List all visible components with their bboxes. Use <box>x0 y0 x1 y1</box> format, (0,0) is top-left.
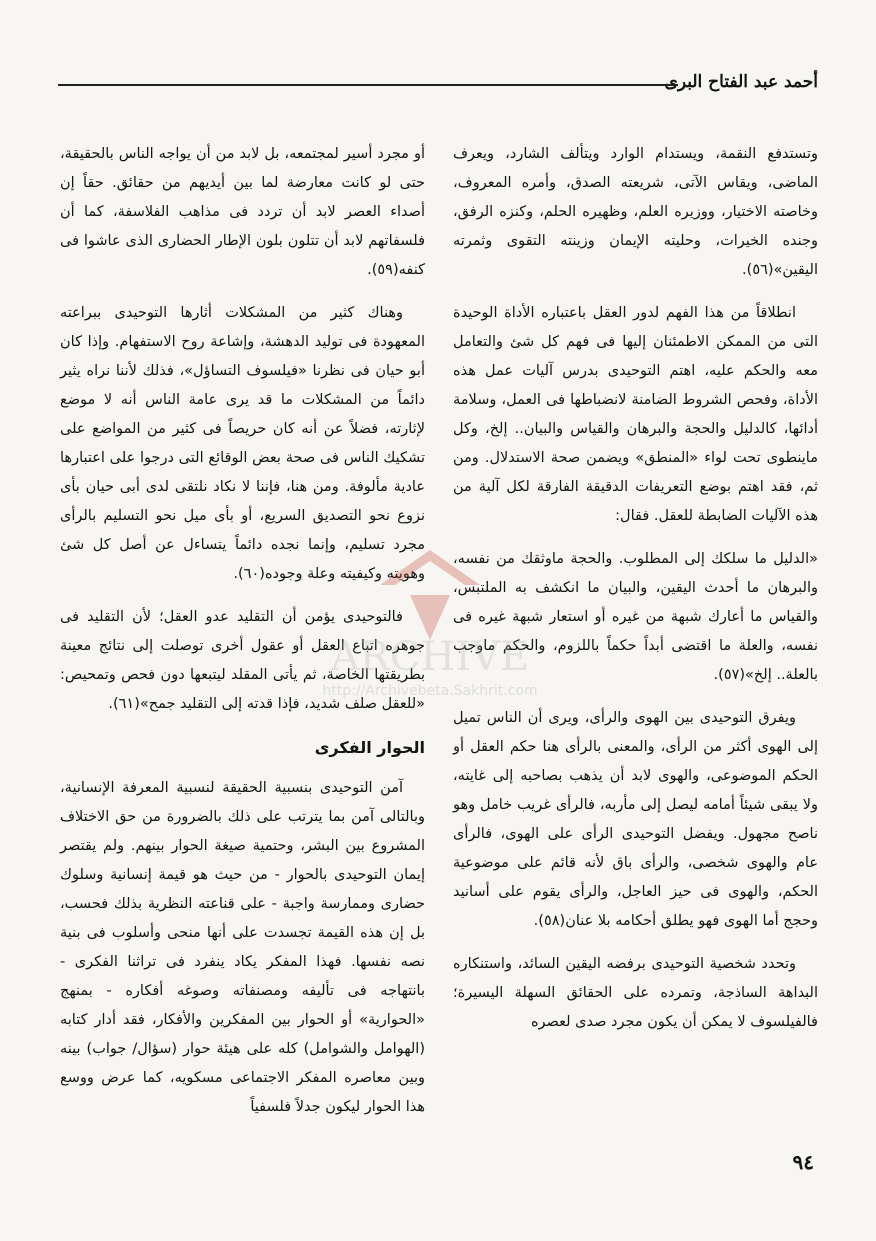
right-column <box>453 140 818 1051</box>
watermark-url: http://Archivebeta.Sakhrit.com <box>322 683 538 699</box>
body-paragraph: أو مجرد أسير لمجتمعه، بل لابد من أن يواجه الناس بالحقيقة، حتى لو كانت معارضة لما بين أيديهم من حقائق. حقاً إن أصداء العصر لابد أن تردد فى مذاهب الفلاسفة، كما أن فلسفاتهم لابد أن تتلون بلون الإطار الحضارى الذى عاشوا فى كنفه(٥٩). <box>60 146 425 278</box>
page-header <box>58 62 818 102</box>
watermark-logo-text: ARCHIVE <box>330 634 530 680</box>
page-number: ٩٤ <box>792 1150 814 1174</box>
body-paragraph: آمن التوحيدى بنسبية الحقيقة لنسبية المعرفة الإنسانية، وبالتالى آمن بما يترتب على ذلك بالضرورة من حق الاختلاف المشروع بين البشر، وحتمية صيغة الحوار بينهم. ولم يقتصر إيمان التوحيدى بالحوار - من حيث هو قيمة إنسانية وسلوك حضارى وممارسة واجبة - على قناعته النظرية بذلك فحسب، بل إن هذه القيمة تجسدت على أنها منحى وأسلوب فى بنية نصه نفسها. فهذا المفكر يكاد ينفرد فى تراثنا الفكرى - بانتهاجه فى تأليفه ومصنفاته وصوغه أفكاره - بمنهج «الحوارية» أو الحوار بين المفكرين والأفكار، فقد أدار كتابه (الهوامل والشوامل) كله على هيئة حوار (سؤال/ جواب) بينه وبين معاصره المفكر الاجتماعى مسكويه، كما عرض ووسع هذا الحوار ليكون جدلاً فلسفياً <box>60 780 425 1115</box>
left-column <box>60 140 425 1136</box>
body-paragraph: فالتوحيدى يؤمن أن التقليد عدو العقل؛ لأن التقليد فى جوهره اتباع العقل أو عقول أخرى توصلت إلى نتائج معينة بطريقتها الخاصة، ثم يأتى المقلد ليتبعها دون فحص وتمحيص: «للعقل صلف شديد، فإذا قدته إلى التقليد جمح»(٦١). <box>60 609 425 712</box>
header-rule <box>58 84 678 86</box>
body-paragraph: انطلاقاً من هذا الفهم لدور العقل باعتباره الأداة الوحيدة التى من الممكن الاطمئنان إليها فى فهم كل شئ والتعامل معه والحكم عليه، اهتم التوحيدى بدرس آليات عمل هذه الأداة، وفحص الشروط الضامنة لانضباطها فى العمل، وسلامة أدائها، كالدليل والحجة والبرهان والقياس والبيان.. إلخ، وكل ماينطوى تحت لواء «المنطق» ويضمن صحة الاستدلال. ومن ثم، فقد اهتم بوضع التعريفات الدقيقة الفارقة لكل آلية من هذه الآليات الضابطة للعقل. فقال: <box>453 305 818 524</box>
author-name: أحمد عبد الفتاح البرى <box>664 72 818 92</box>
body-paragraph: وتحدد شخصية التوحيدى برفضه اليقين السائد، واستنكاره البداهة الساذجة، وتمرده على الحقائق السهلة اليسيرة؛ فالفيلسوف لا يمكن أن يكون مجرد صدى لعصره <box>453 956 818 1030</box>
section-heading: الحوار الفكرى <box>314 738 425 757</box>
body-paragraph: وهناك كثير من المشكلات أثارها التوحيدى ببراعته المعهودة فى توليد الدهشة، وإشاعة روح الاستفهام. وإذا كان أبو حيان فى نظرنا «فيلسوف التساؤل»، فذلك لأننا نراه يثير دائماً من المشكلات ما قد يرى عامة الناس أنه لا موضع لإثارته، فضلاً عن أنه كان حريصاً فى كثير من المواضع على تشكيك الناس فى صحة بعض الوقائع التى درجوا على اعتبارها عادية مألوفة. ومن هنا، فإننا لا نكاد نلتقى لدى أبى حيان بأى نزوع نحو التصديق السريع، أو بأى ميل نحو التسليم بالرأى مجرد تسليم، وإنما نجده دائماً يتساءل عن أصل كل شئ وهويته وكيفيته وعلة وجوده(٦٠). <box>60 305 425 582</box>
quote-paragraph: «الدليل ما سلكك إلى المطلوب. والحجة ماوثقك من نفسه، والبرهان ما أحدث اليقين، والبيان ما انكشف به الملتبس، والقياس ما أعارك شبهة من غيره أو استعار شبهة غيره فى نفسه، والعلة ما اقتضى أبداً حكماً باللزوم، والحكم ماوجب بالعلة.. إلخ»(٥٧). <box>453 551 818 683</box>
body-paragraph: ويفرق التوحيدى بين الهوى والرأى، ويرى أن الناس تميل إلى الهوى أكثر من الرأى، والمعنى بالرأى هنا حكم العقل أو الحكم الموضوعى، والهوى لابد أن يذهب بصاحبه إلى غايته، ولا يبقى شيئاً أمامه ليصل إلى مأربه، فالرأى غريب خامل وهو ناصح مجهول. ويفضل التوحيدى الرأى على الهوى، فالرأى عام والهوى شخصى، والرأى باق لأنه قائم على موضوعية الحكم، والهوى فى حيز العاجل، والرأى يقوم على أسانيد وحجج أما الهوى فهو يطلق أحكامه بلا عنان(٥٨). <box>453 710 818 929</box>
quote-paragraph: وتستدفع النقمة، ويستدام الوارد ويتألف الشارد، ويعرف الماضى، ويقاس الآتى، شريعته الصدق، وأمره المعروف، وخاصته الاختيار، ووزيره العلم، وظهيره الحلم، وكنزه الرفق، وجنده الخيرات، وحليته الإيمان وزينته التقوى وثمرته اليقين»(٥٦). <box>453 146 818 278</box>
